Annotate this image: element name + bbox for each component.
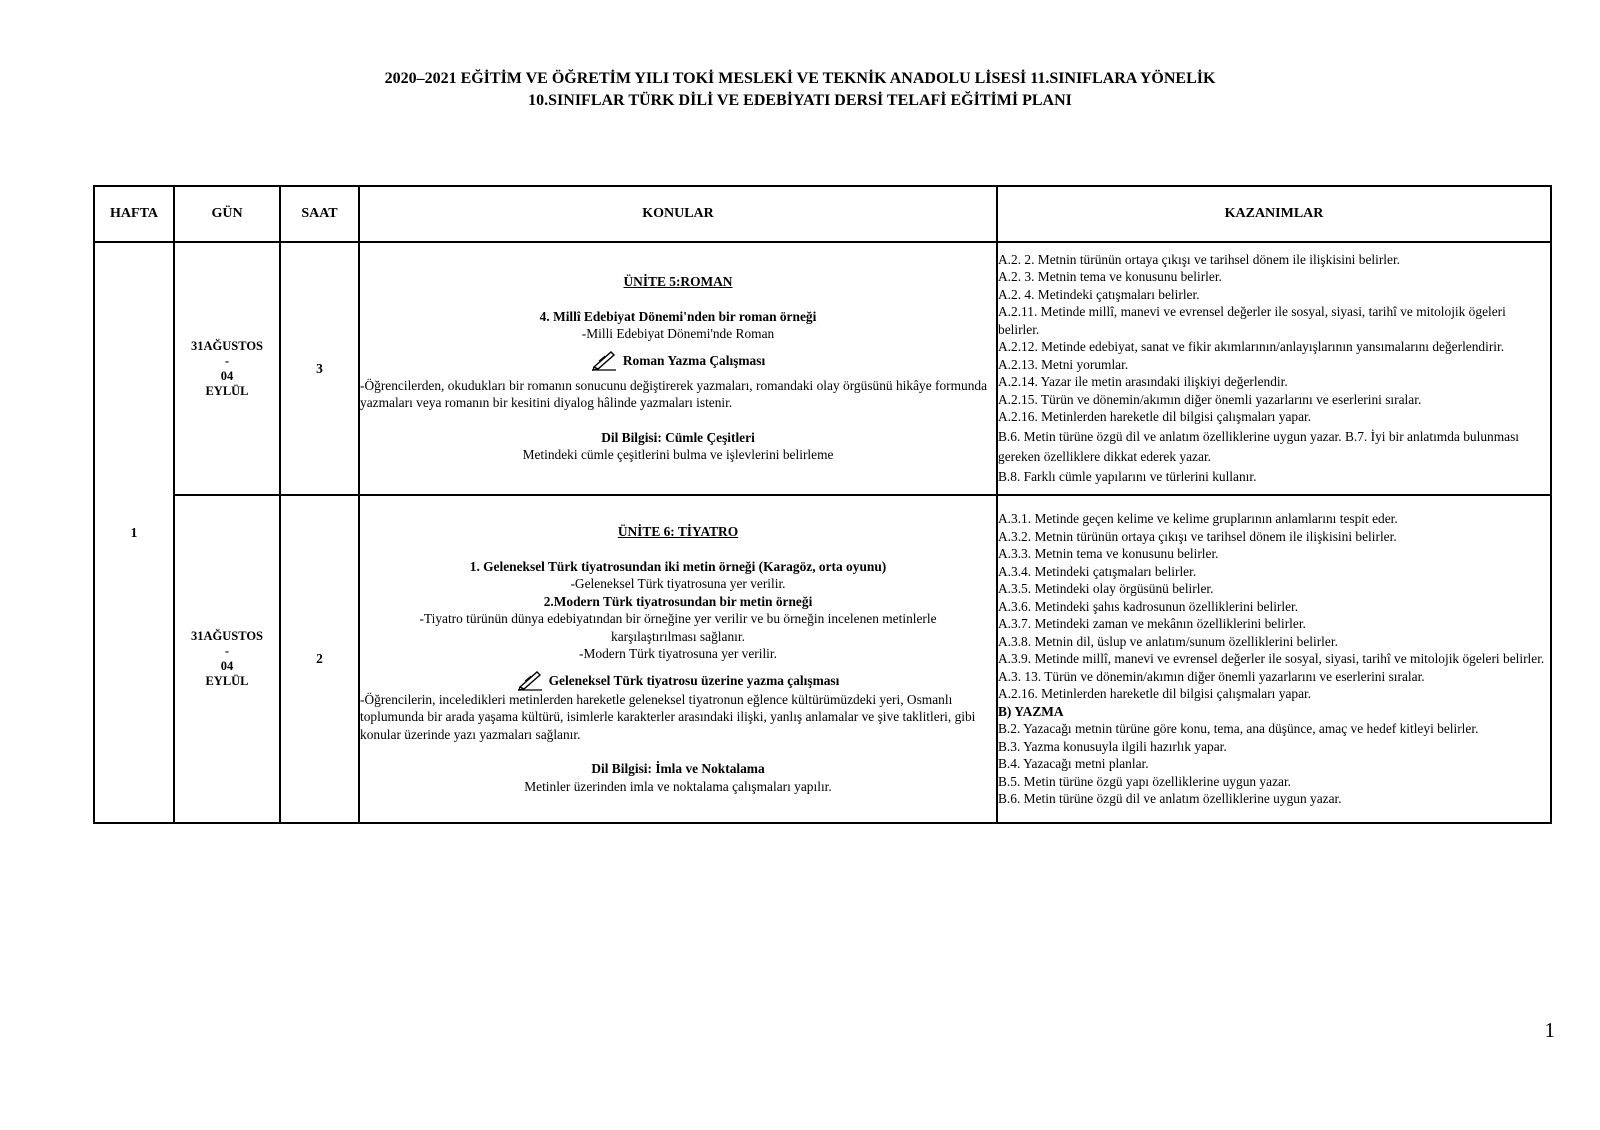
grammar-title: Dil Bilgisi: İmla ve Noktalama bbox=[591, 761, 765, 776]
day-start: 31AĞUSTOS bbox=[190, 629, 263, 643]
column-header-gun: GÜN bbox=[174, 186, 280, 242]
outcome-item: B.6. Metin türüne özgü dil ve anlatım özelliklerine uygun yazar. bbox=[998, 791, 1342, 807]
outcome-item: A.3.3. Metnin tema ve konusunu belirler. bbox=[998, 546, 1219, 562]
day-month: EYLÜL bbox=[205, 674, 249, 688]
topic-sub: -Milli Edebiyat Dönemi'nde Roman bbox=[581, 326, 775, 342]
week-cell: 1 bbox=[94, 242, 174, 823]
writing-description: -Öğrencilerin, inceledikleri metinlerden hareketle geleneksel tiyatronun eğlence kültürümüzdeki yeri, Osmanlı toplumunda bir arada yaşama kültürü, isimlerle karakterler arasındaki ilişki, yanlış anlamalar ve şive taklitleri, gibi konular üzerinde yazı yazmaları sağlanır. bbox=[360, 691, 976, 742]
unit-title: ÜNİTE 5:ROMAN bbox=[623, 274, 733, 290]
outcome-item: A.3.4. Metindeki çatışmaları belirler. bbox=[998, 563, 1197, 579]
document-title bbox=[0, 68, 1600, 112]
topic-sub: -Modern Türk tiyatrosuna yer verilir. bbox=[579, 646, 777, 661]
day-end: 04 bbox=[220, 368, 234, 383]
grammar-title: Dil Bilgisi: Cümle Çeşitleri bbox=[601, 429, 755, 445]
title-line-2: 10.SINIFLAR TÜRK DİLİ VE EDEBİYATI DERSİ TELAFİ EĞİTİMİ PLANI bbox=[528, 92, 1072, 109]
writing-description: -Öğrencilerden, okudukları bir romanın sonucunu değiştirerek yazmaları, romandaki olay örgüsünü hikâye formunda yazmaları veya romanın bir kesitini diyalog hâlinde yazmaları istenir. bbox=[360, 377, 988, 411]
plan-table bbox=[93, 185, 1552, 824]
outcome-item: B.4. Yazacağı metni planlar. bbox=[998, 756, 1149, 772]
column-header-kazanimlar: KAZANIMLAR bbox=[997, 186, 1551, 242]
outcome-item: A.2.13. Metni yorumlar. bbox=[998, 356, 1129, 372]
writing-activity bbox=[360, 349, 996, 371]
hours-cell: 3 bbox=[280, 242, 359, 495]
topic-sub: -Tiyatro türünün dünya edebiyatından bir örneğine yer verilir ve bu örneğin incelenen metinlerle karşılaştırılması sağlanır. bbox=[419, 611, 937, 644]
writing-title: Roman Yazma Çalışması bbox=[622, 352, 766, 368]
topic-sub: -Geleneksel Türk tiyatrosuna yer verilir. bbox=[570, 576, 786, 591]
writing-pen-icon bbox=[591, 349, 617, 371]
day-start: 31AĞUSTOS bbox=[190, 338, 263, 353]
outcome-item: B.5. Metin türüne özgü yapı özelliklerine uygun yazar. bbox=[998, 773, 1292, 789]
day-month: EYLÜL bbox=[205, 383, 249, 398]
day-cell bbox=[174, 242, 280, 495]
day-sep: - bbox=[224, 353, 230, 368]
outcome-item: A.2.14. Yazar ile metin arasındaki ilişkiyi değerlendir. bbox=[998, 374, 1288, 389]
column-header-saat: SAAT bbox=[280, 186, 359, 242]
column-header-konular: KONULAR bbox=[359, 186, 997, 242]
outcome-item: A.2.16. Metinlerden hareketle dil bilgisi çalışmaları yapar. bbox=[998, 686, 1312, 702]
topics-cell bbox=[359, 495, 997, 823]
outcome-item: A.3.2. Metnin türünün ortaya çıkışı ve tarihsel dönem ile ilişkisini belirler. bbox=[998, 528, 1397, 544]
outcome-item: A.3.7. Metindeki zaman ve mekânın özelliklerini belirler. bbox=[998, 616, 1306, 632]
writing-pen-icon bbox=[517, 669, 543, 691]
hours-cell: 2 bbox=[280, 495, 359, 823]
outcome-item: A.2. 4. Metindeki çatışmaları belirler. bbox=[998, 286, 1200, 302]
outcomes-cell bbox=[997, 495, 1551, 823]
outcome-item: B.8. Farklı cümle yapılarını ve türlerini kullanır. bbox=[998, 468, 1257, 484]
day-cell bbox=[174, 495, 280, 823]
outcome-item: A.2.16. Metinlerden hareketle dil bilgisi çalışmaları yapar. bbox=[998, 409, 1312, 424]
outcome-item: B.2. Yazacağı metnin türüne göre konu, tema, ana düşünce, amaç ve hedef kitleyi belirler. bbox=[998, 721, 1479, 737]
outcome-item: A.2. 2. Metnin türünün ortaya çıkışı ve tarihsel dönem ile ilişkisini belirler. bbox=[998, 251, 1401, 267]
outcome-item: A.2. 3. Metnin tema ve konusunu belirler. bbox=[998, 269, 1222, 284]
outcome-item: A.3.6. Metindeki şahıs kadrosunun özelliklerini belirler. bbox=[998, 598, 1299, 614]
outcome-item: B.3. Yazma konusuyla ilgili hazırlık yapar. bbox=[998, 738, 1227, 754]
outcome-item: B.6. Metin türüne özgü dil ve anlatım özelliklerine uygun yazar. B.7. İyi bir anlatımda bulunması gereken özelliklere dikkat ederek yazar. bbox=[998, 428, 1519, 464]
outcomes-subheading: B) YAZMA bbox=[998, 703, 1064, 719]
topic-heading: 1. Geleneksel Türk tiyatrosundan iki metin örneği (Karagöz, orta oyunu) bbox=[469, 558, 887, 574]
grammar-description: Metinler üzerinden imla ve noktalama çalışmaları yapılır. bbox=[524, 778, 832, 794]
outcome-item: A.3. 13. Türün ve dönemin/akımın diğer önemli yazarlarını ve eserlerini sıralar. bbox=[998, 668, 1425, 684]
outcome-item: A.3.8. Metnin dil, üslup ve anlatım/sunum özelliklerini belirler. bbox=[998, 633, 1338, 649]
outcome-item: A.3.9. Metinde millî, manevi ve evrensel değerler ile sosyal, siyasi, tarihî ve mitolojik ögeleri belirler. bbox=[998, 651, 1545, 667]
topic-heading: 2.Modern Türk tiyatrosundan bir metin örneği bbox=[543, 593, 813, 609]
page-number: 1 bbox=[1544, 1018, 1555, 1042]
grammar-description: Metindeki cümle çeşitlerini bulma ve işlevlerini belirleme bbox=[522, 447, 834, 463]
table-row bbox=[94, 495, 1551, 823]
topic-heading: 4. Millî Edebiyat Dönemi'nden bir roman örneği bbox=[539, 308, 817, 324]
outcome-item: A.2.15. Türün ve dönemin/akımın diğer önemli yazarlarını ve eserlerini sıralar. bbox=[998, 391, 1422, 407]
unit-title: ÜNİTE 6: TİYATRO bbox=[617, 524, 739, 539]
column-header-hafta: HAFTA bbox=[94, 186, 174, 242]
outcomes-cell bbox=[997, 242, 1551, 495]
table-header-row bbox=[94, 186, 1551, 242]
table-row bbox=[94, 242, 1551, 495]
day-sep: - bbox=[224, 644, 230, 658]
outcome-item: A.2.12. Metinde edebiyat, sanat ve fikir akımlarının/anlayışlarının yansımalarını değerlendirir. bbox=[998, 339, 1505, 354]
writing-activity bbox=[360, 669, 996, 691]
title-line-1: 2020–2021 EĞİTİM VE ÖĞRETİM YILI TOKİ MESLEKİ VE TEKNİK ANADOLU LİSESİ 11.SINIFLARA YÖNELİK bbox=[384, 70, 1216, 87]
day-end: 04 bbox=[220, 659, 234, 673]
topics-cell bbox=[359, 242, 997, 495]
outcome-item: A.2.11. Metinde millî, manevi ve evrensel değerler ile sosyal, siyasi, tarihî ve mitolojik ögeleri belirler. bbox=[998, 304, 1506, 337]
writing-title: Geleneksel Türk tiyatrosu üzerine yazma çalışması bbox=[548, 672, 840, 688]
outcome-item: A.3.1. Metinde geçen kelime ve kelime gruplarının anlamlarını tespit eder. bbox=[998, 511, 1398, 527]
outcome-item: A.3.5. Metindeki olay örgüsünü belirler. bbox=[998, 581, 1214, 597]
